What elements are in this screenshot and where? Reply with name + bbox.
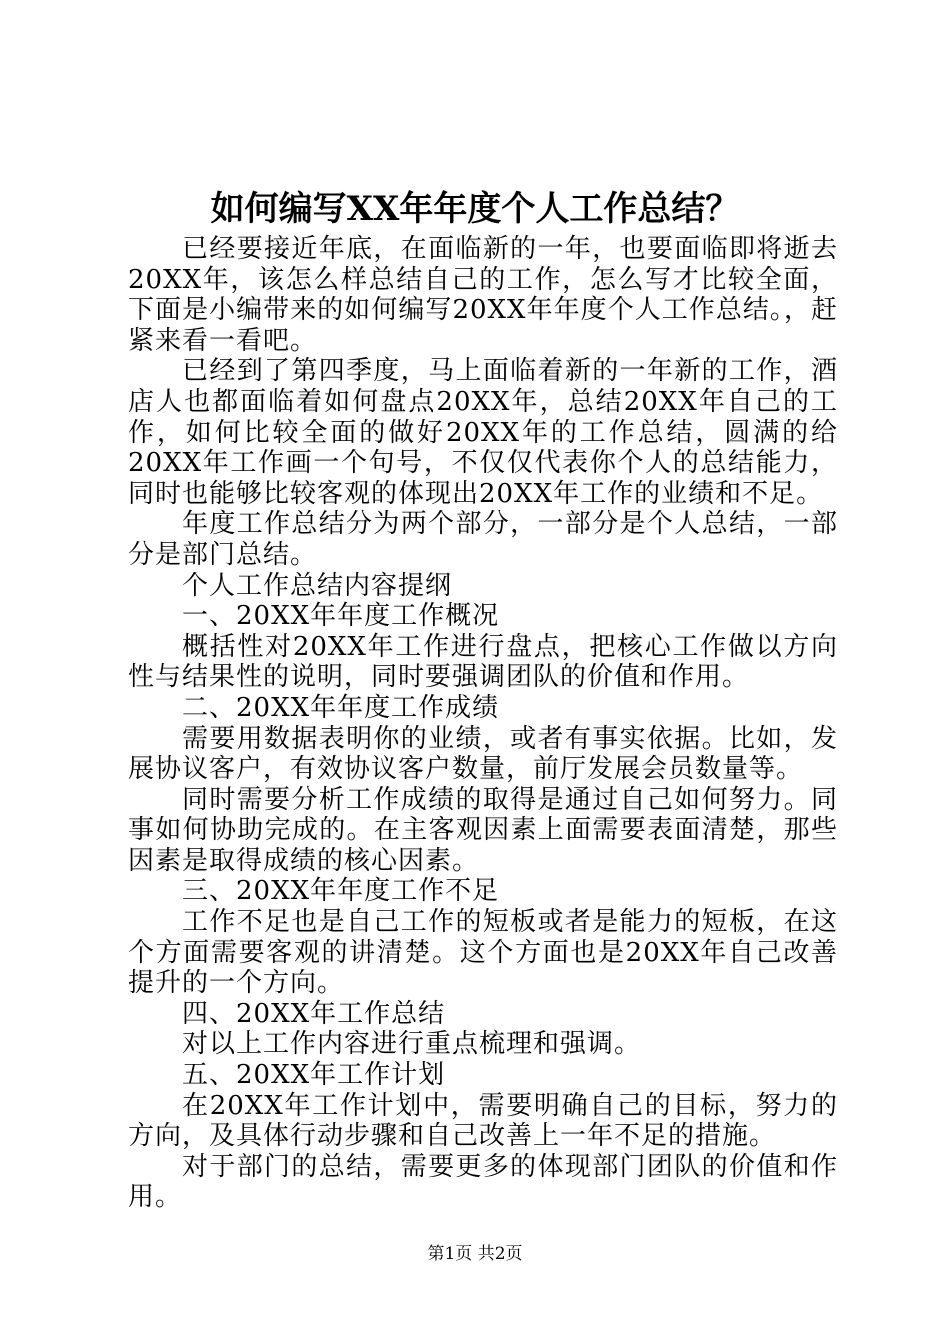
section-heading: 四、20XX年工作总结 — [182, 998, 446, 1029]
paragraph: 对以上工作内容进行重点梳理和强调。 — [182, 1029, 642, 1060]
paragraph: 需要用数据表明你的业绩，或者有事实依据。比如，发展协议客户，有效协议客户数量，前厅发展会员数量等。 — [128, 723, 838, 785]
document-title: 如何编写XX年年度个人工作总结？ — [210, 189, 740, 229]
paragraph: 概括性对20XX年工作进行盘点，把核心工作做以方向性与结果性的说明，同时要强调团队的价值和作用。 — [128, 631, 838, 693]
paragraph: 已经要接近年底，在面临新的一年，也要面临即将逝去20XX年，该怎么样总结自己的工作，怎么写才比较全面，下面是小编带来的如何编写20XX年年度个人工作总结。，赶紧来看一看吧。 — [128, 234, 838, 356]
paragraph: 在20XX年工作计划中，需要明确自己的目标，努力的方向，及具体行动步骤和自己改善上一年不足的措施。 — [128, 1090, 838, 1152]
section-heading: 一、20XX年年度工作概况 — [182, 601, 500, 632]
page-number: 第1页 共2页 — [427, 1244, 523, 1264]
document-body — [128, 234, 838, 1213]
section-heading: 个人工作总结内容提纲 — [182, 570, 453, 601]
section-heading: 二、20XX年年度工作成绩 — [182, 692, 500, 723]
paragraph: 对于部门的总结，需要更多的体现部门团队的价值和作用。 — [128, 1151, 838, 1213]
paragraph: 已经到了第四季度，马上面临着新的一年新的工作，酒店人也都面临着如何盘点20XX年，总结20XX年自己的工作，如何比较全面的做好20XX年的工作总结，圆满的给20XX年工作画一个句号，不仅仅代表你个人的总结能力，同时也能够比较客观的体现出20XX年工作的业绩和不足。 — [128, 356, 838, 509]
section-heading: 三、20XX年年度工作不足 — [182, 876, 500, 907]
paragraph: 年度工作总结分为两个部分，一部分是个人总结，一部分是部门总结。 — [128, 509, 838, 570]
paragraph: 工作不足也是自己工作的短板或者是能力的短板，在这个方面需要客观的讲清楚。这个方面也是20XX年自己改善提升的一个方向。 — [128, 907, 838, 999]
paragraph: 同时需要分析工作成绩的取得是通过自己如何努力。同事如何协助完成的。在主客观因素上面需要表面清楚，那些因素是取得成绩的核心因素。 — [128, 784, 838, 876]
section-heading: 五、20XX年工作计划 — [182, 1060, 446, 1091]
